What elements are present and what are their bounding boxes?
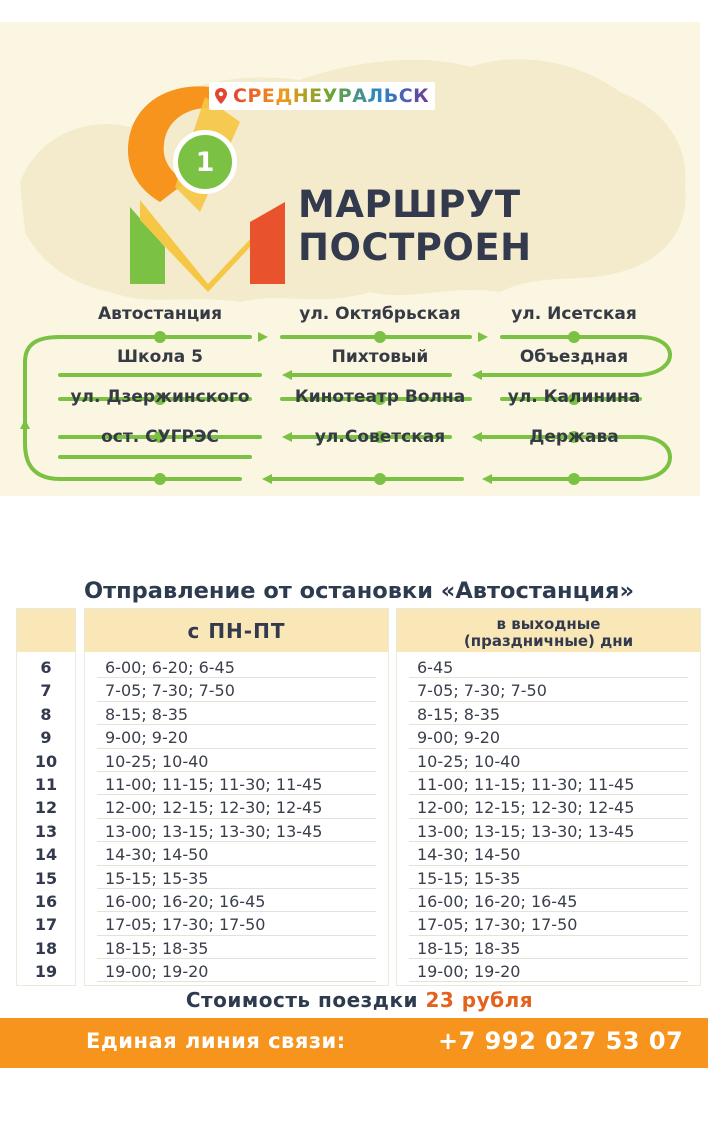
table-row <box>397 703 700 726</box>
row-divider <box>97 701 376 702</box>
arrow-left-icon <box>472 370 482 380</box>
fare-info <box>0 988 719 1012</box>
row-divider <box>97 724 376 725</box>
weekend-time-cell: 10-25; 10-40 <box>417 751 521 771</box>
contact-label: Единая линия связи: <box>86 1029 346 1053</box>
weekday-header: с ПН-ПТ <box>85 609 388 652</box>
row-divider <box>409 911 688 912</box>
weekday-time-cell: 16-00; 16-20; 16-45 <box>105 891 266 911</box>
hour-cell: 15 <box>34 868 58 888</box>
arrow-up-icon <box>20 419 30 429</box>
table-row <box>85 726 388 749</box>
weekend-column <box>396 608 701 986</box>
contact-bar <box>0 1018 708 1068</box>
row-divider <box>97 888 376 889</box>
table-row <box>85 796 388 819</box>
arrow-right-icon <box>258 332 268 342</box>
contact-phone[interactable]: +7 992 027 53 07 <box>438 1027 684 1055</box>
arrow-left-icon <box>282 432 292 442</box>
title-line-1: МАРШРУТ <box>298 183 521 226</box>
route-turn <box>640 337 670 375</box>
stop-dot <box>154 331 166 343</box>
table-row <box>85 960 388 983</box>
table-row <box>397 960 700 983</box>
stop-label: Кинотеатр Волна <box>294 387 466 407</box>
weekday-times <box>85 656 388 983</box>
stop-dot <box>154 473 166 485</box>
table-row <box>85 843 388 866</box>
stop-dot <box>374 331 386 343</box>
arrow-left-icon <box>262 474 272 484</box>
schedule-title: Отправление от остановки «Автостанция» <box>83 578 635 604</box>
table-row <box>397 937 700 960</box>
hour-cell: 16 <box>34 891 58 911</box>
stop-label: Объездная <box>519 347 629 367</box>
hour-cell: 9 <box>40 728 52 748</box>
row-divider <box>97 794 376 795</box>
row-divider <box>409 888 688 889</box>
table-row <box>397 750 700 773</box>
table-row <box>397 726 700 749</box>
table-row <box>397 843 700 866</box>
weekday-time-cell: 18-15; 18-35 <box>105 938 209 958</box>
fare-price: 23 рубля <box>425 988 534 1012</box>
stop-label: ул. Октябрьская <box>299 304 461 324</box>
weekend-time-cell: 17-05; 17-30; 17-50 <box>417 915 578 935</box>
hour-cell: 14 <box>34 845 58 865</box>
table-row <box>85 679 388 702</box>
row-divider <box>409 677 688 678</box>
weekend-time-cell: 14-30; 14-50 <box>417 845 521 865</box>
row-divider <box>409 748 688 749</box>
weekend-header-line1: в выходные <box>496 614 601 633</box>
weekday-time-cell: 11-00; 11-15; 11-30; 11-45 <box>105 774 323 794</box>
table-row <box>397 796 700 819</box>
stop-label: Автостанция <box>97 304 223 324</box>
title-line-2: ПОСТРОЕН <box>298 226 532 269</box>
table-row <box>85 656 388 679</box>
weekend-time-cell: 7-05; 7-30; 7-50 <box>417 681 547 701</box>
row-divider <box>409 701 688 702</box>
stop-label: ул. Исетская <box>511 304 637 324</box>
stop-label: Пихтовый <box>331 347 429 367</box>
row-divider <box>97 981 376 982</box>
row-divider <box>97 865 376 866</box>
table-row <box>85 703 388 726</box>
row-divider <box>409 935 688 936</box>
table-row <box>397 913 700 936</box>
row-divider <box>97 748 376 749</box>
weekend-time-cell: 6-45 <box>417 658 454 677</box>
table-row <box>397 773 700 796</box>
row-divider <box>97 935 376 936</box>
stop-label: ул. Дзержинского <box>70 387 250 407</box>
hour-cell: 18 <box>34 938 58 958</box>
arrow-left-icon <box>482 474 492 484</box>
weekday-time-cell: 7-05; 7-30; 7-50 <box>105 681 235 701</box>
weekday-time-cell: 13-00; 13-15; 13-30; 13-45 <box>105 821 323 841</box>
row-divider <box>97 911 376 912</box>
table-row <box>85 773 388 796</box>
weekend-time-cell: 11-00; 11-15; 11-30; 11-45 <box>417 774 635 794</box>
arrow-left-icon <box>472 432 482 442</box>
hour-column-header <box>17 609 75 652</box>
route-turn <box>25 337 60 479</box>
weekday-time-cell: 9-00; 9-20 <box>105 728 189 748</box>
stop-dot <box>568 473 580 485</box>
row-divider <box>409 724 688 725</box>
table-row <box>397 820 700 843</box>
row-divider <box>409 958 688 959</box>
weekday-time-cell: 14-30; 14-50 <box>105 845 209 865</box>
weekend-time-cell: 15-15; 15-35 <box>417 868 521 888</box>
hour-column <box>16 608 76 986</box>
weekday-time-cell: 15-15; 15-35 <box>105 868 209 888</box>
weekday-time-cell: 10-25; 10-40 <box>105 751 209 771</box>
weekend-header-line2: (праздничные) дни <box>463 631 634 650</box>
table-row <box>85 890 388 913</box>
hour-cell: 8 <box>40 704 52 724</box>
hour-cell: 6 <box>40 658 52 677</box>
row-divider <box>97 677 376 678</box>
hour-cell: 13 <box>34 821 58 841</box>
route-number-badge: 1 <box>173 130 237 194</box>
hour-cell: 12 <box>34 798 58 818</box>
weekend-time-cell: 16-00; 16-20; 16-45 <box>417 891 578 911</box>
row-divider <box>409 865 688 866</box>
row-divider <box>409 981 688 982</box>
row-divider <box>409 818 688 819</box>
table-row <box>397 679 700 702</box>
arrow-right-icon <box>478 332 488 342</box>
weekend-time-cell: 8-15; 8-35 <box>417 704 501 724</box>
row-divider <box>409 794 688 795</box>
weekend-header <box>397 609 700 652</box>
arrow-left-icon <box>282 370 292 380</box>
table-row <box>85 750 388 773</box>
stop-label: ост. СУГРЭС <box>101 427 219 447</box>
stop-dot <box>374 473 386 485</box>
weekend-time-cell: 13-00; 13-15; 13-30; 13-45 <box>417 821 635 841</box>
row-divider <box>97 771 376 772</box>
weekend-time-cell: 18-15; 18-35 <box>417 938 521 958</box>
weekday-time-cell: 19-00; 19-20 <box>105 962 209 982</box>
hour-cell: 17 <box>34 915 58 935</box>
stop-dot <box>568 331 580 343</box>
weekday-time-cell: 6-00; 6-20; 6-45 <box>105 658 235 677</box>
hour-cell: 19 <box>34 962 58 982</box>
weekend-time-cell: 9-00; 9-20 <box>417 728 501 748</box>
weekday-time-cell: 17-05; 17-30; 17-50 <box>105 915 266 935</box>
stop-label: Школа 5 <box>117 347 203 367</box>
weekend-time-cell: 19-00; 19-20 <box>417 962 521 982</box>
route-banner <box>0 22 700 496</box>
weekday-column <box>84 608 389 986</box>
route-turn <box>640 437 670 479</box>
weekend-time-cell: 12-00; 12-15; 12-30; 12-45 <box>417 798 635 818</box>
row-divider <box>97 841 376 842</box>
stop-label: ул.Советская <box>314 427 446 447</box>
row-divider <box>409 841 688 842</box>
row-divider <box>409 771 688 772</box>
table-row <box>85 937 388 960</box>
table-row <box>85 820 388 843</box>
weekend-times <box>397 656 700 983</box>
table-row <box>397 656 700 679</box>
stop-label: Держава <box>529 427 619 447</box>
weekday-time-cell: 8-15; 8-35 <box>105 704 189 724</box>
hour-list <box>17 656 75 983</box>
route-scheme <box>0 22 700 496</box>
hour-cell: 10 <box>34 751 58 771</box>
table-row <box>397 890 700 913</box>
fare-label: Стоимость поездки <box>185 988 419 1012</box>
stop-label: ул. Калинина <box>507 387 641 407</box>
table-row <box>85 867 388 890</box>
city-name: СРЕДНЕУРАЛЬСК <box>233 85 430 107</box>
row-divider <box>97 958 376 959</box>
table-row <box>85 913 388 936</box>
row-divider <box>97 818 376 819</box>
hour-cell: 11 <box>34 774 58 794</box>
weekday-time-cell: 12-00; 12-15; 12-30; 12-45 <box>105 798 323 818</box>
hour-cell: 7 <box>40 681 52 701</box>
table-row <box>397 867 700 890</box>
